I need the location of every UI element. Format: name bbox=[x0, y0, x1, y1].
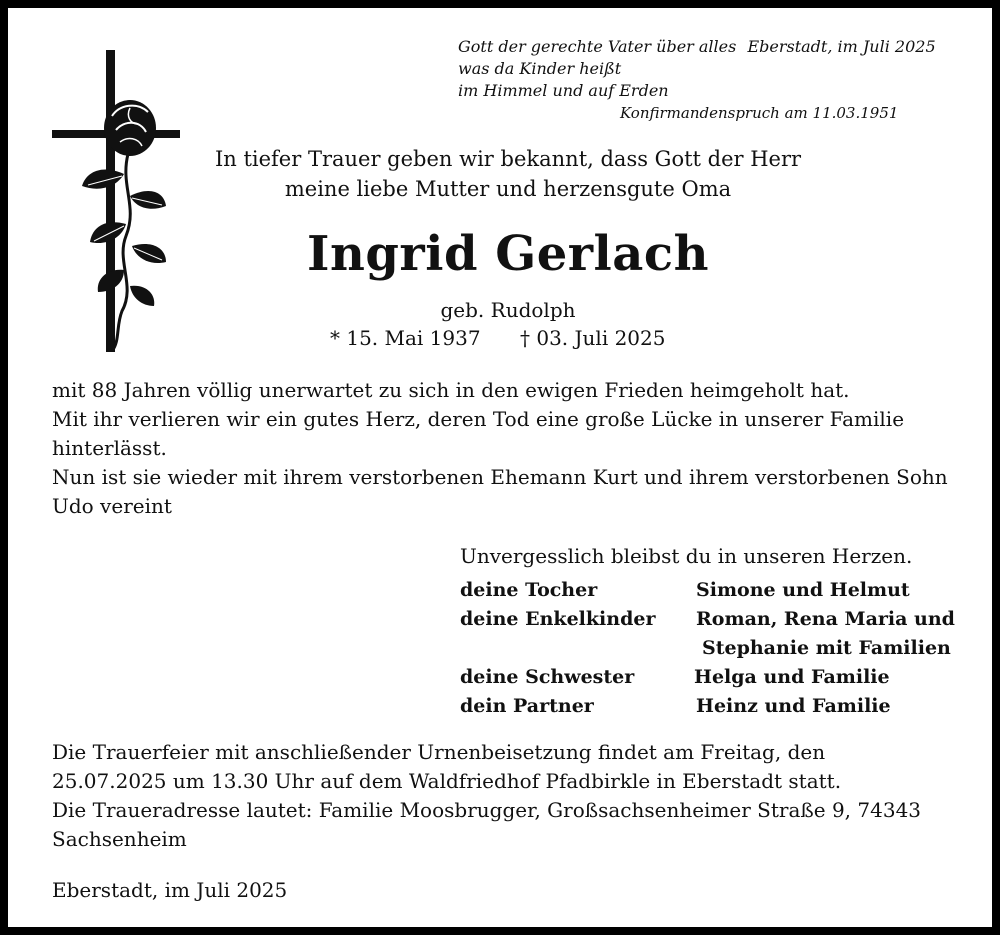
announcement-line-1: In tiefer Trauer geben wir bekannt, dass Gott der Herr bbox=[214, 147, 802, 171]
birth-name: geb. Rudolph bbox=[440, 298, 576, 322]
motto-line-2: was da Kinder heißt bbox=[458, 59, 622, 78]
body-line-1: mit 88 Jahren völlig unerwartet zu sich in den ewigen Frieden heimgeholt hat. bbox=[52, 378, 850, 402]
motto-source: Konfirmandenspruch am 11.03.1951 bbox=[620, 104, 899, 122]
mourner-relation: deine Schwester bbox=[460, 666, 635, 688]
mourner-relation: deine Tocher bbox=[460, 579, 598, 601]
mourner-relation: dein Partner bbox=[460, 695, 594, 717]
body-paragraph-2: Mit ihr verlieren wir ein gutes Herz, deren Tod eine große Lücke in unserer Familie hinterlässt. bbox=[52, 407, 905, 460]
mourner-names: Heinz und Familie bbox=[696, 695, 891, 717]
birth-date: * 15. Mai 1937 bbox=[330, 326, 481, 350]
cross-with-rose-icon bbox=[46, 46, 186, 358]
obituary-body bbox=[52, 376, 972, 521]
mourner-names: Stephanie mit Familien bbox=[702, 637, 951, 659]
funeral-paragraph-1: Die Trauerfeier mit anschließender Urnenbeisetzung findet am Freitag, den 25.07.2025 um 13.30 Uhr auf dem Waldfriedhof Pfadbirkle in Eberstadt statt. bbox=[52, 740, 842, 793]
deceased-name: Ingrid Gerlach bbox=[307, 226, 709, 282]
mourners-heading: Unvergesslich bleibst du in unseren Herzen. bbox=[460, 544, 913, 568]
motto-line-1 bbox=[458, 36, 936, 58]
funeral-info bbox=[52, 738, 972, 854]
announcement-line-2: meine liebe Mutter und herzensgute Oma bbox=[284, 177, 732, 201]
body-paragraph-3: Nun ist sie wieder mit ihrem verstorbenen Ehemann Kurt und ihrem verstorbenen Sohn Udo vereint bbox=[52, 465, 948, 518]
funeral-paragraph-2: Die Traueradresse lautet: Familie Moosbrugger, Großsachsenheimer Straße 9, 74343 Sachsenheim bbox=[52, 798, 922, 851]
mourner-relation: deine Enkelkinder bbox=[460, 608, 656, 630]
mourner-names: Helga und Familie bbox=[694, 666, 890, 688]
death-date: † 03. Juli 2025 bbox=[520, 326, 666, 350]
mourner-names: Roman, Rena Maria und bbox=[696, 608, 955, 630]
closing-place-date: Eberstadt, im Juli 2025 bbox=[52, 878, 288, 902]
motto-line-3: im Himmel und auf Erden bbox=[458, 81, 669, 100]
motto-text: Gott der gerechte Vater über alles bbox=[458, 37, 737, 56]
mourner-names: Simone und Helmut bbox=[696, 579, 910, 601]
motto-place-date: Eberstadt, im Juli 2025 bbox=[747, 37, 936, 56]
